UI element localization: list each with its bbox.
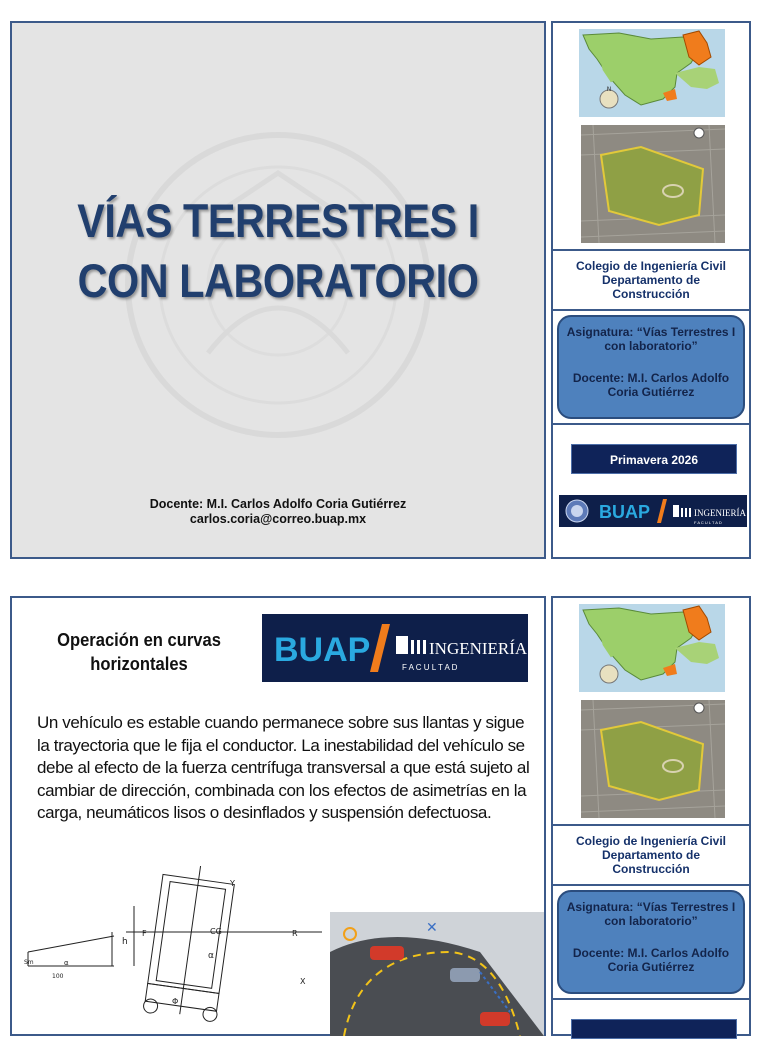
divider xyxy=(553,998,749,1000)
course-teacher-line-1: Docente: M.I. Carlos Adolfo xyxy=(572,371,730,385)
course-name-line-1: Asignatura: “Vías Terrestres I xyxy=(566,325,736,339)
course-teacher-line-2: Coria Gutiérrez xyxy=(607,385,695,399)
ingenieria-wordmark: INGENIERÍA xyxy=(694,508,746,518)
slide-2-body-text: Un vehículo es estable cuando permanece sobre sus llantas y sigue la trayectoria que le fija el conductor. La inestabilidad del vehículo se debe al efecto de la fuerza centrífuga transversal a que está sujeto al cambiar de dirección, combinada con los efectos de asimetrías en la carga, neumáticos lisos o desinflados y suspensión defectuosa. xyxy=(37,713,530,822)
diagram-label-y: Y xyxy=(230,879,235,888)
course-teacher-line-2: Coria Gutiérrez xyxy=(607,960,695,974)
slide-2-side-panel xyxy=(551,596,751,1036)
teacher-info xyxy=(12,497,544,527)
svg-text:N: N xyxy=(606,86,612,93)
campus-aerial-image xyxy=(581,125,725,243)
diagram-label-sm: Sm xyxy=(24,959,34,966)
campus-aerial-image xyxy=(581,700,725,818)
department-name: Construcción xyxy=(612,287,690,301)
course-name-line-2: con laboratorio” xyxy=(604,339,698,353)
slide-2-main-panel xyxy=(10,596,546,1036)
curve-road-illustration xyxy=(330,912,544,1036)
course-title-line-1: VÍAS TERRESTRES I xyxy=(77,194,479,247)
facultad-wordmark-large: F A C U L T A D xyxy=(402,663,458,672)
diagram-label-alpha: α xyxy=(208,951,214,961)
buap-wordmark-large: BUAP xyxy=(274,631,371,669)
diagram-label-r: R xyxy=(292,929,298,938)
teacher-email: carlos.coria@correo.buap.mx xyxy=(189,512,367,526)
course-info-box xyxy=(557,890,745,994)
course-title xyxy=(44,191,512,311)
teacher-name: Docente: M.I. Carlos Adolfo Coria Gutiérrez xyxy=(149,497,407,511)
divider xyxy=(553,824,749,826)
course-teacher-line-1: Docente: M.I. Carlos Adolfo xyxy=(572,946,730,960)
slide-1 xyxy=(10,21,751,559)
vehicle-stability-diagram xyxy=(22,866,332,1036)
college-name: Colegio de Ingeniería Civil xyxy=(575,834,727,848)
department-label: Departamento de xyxy=(601,273,701,287)
mexico-map-image xyxy=(579,29,725,117)
diagram-label-f: F xyxy=(142,929,147,938)
course-title-line-2: CON LABORATORIO xyxy=(77,254,479,307)
divider xyxy=(553,423,749,425)
divider xyxy=(553,249,749,251)
ingenieria-wordmark-large: INGENIERÍA xyxy=(429,639,528,658)
slide-1-side-panel xyxy=(551,21,751,559)
semester-label: Primavera 2026 xyxy=(571,444,737,474)
divider xyxy=(553,884,749,886)
slide-1-main-panel xyxy=(10,21,546,559)
slide-2-heading xyxy=(42,628,235,676)
semester-label-cropped xyxy=(571,1019,737,1039)
department-label: Departamento de xyxy=(601,848,701,862)
mexico-map-image xyxy=(579,604,725,692)
svg-text:✕: ✕ xyxy=(426,920,438,936)
department-name: Construcción xyxy=(612,862,690,876)
slide-2-heading-line-1: Operación en curvas xyxy=(57,630,221,650)
diagram-label-cg: CG xyxy=(210,927,222,936)
facultad-wordmark: F A C U L T A D xyxy=(694,520,722,525)
buap-wordmark: BUAP xyxy=(599,502,651,522)
divider xyxy=(553,309,749,311)
diagram-label-h: h xyxy=(122,937,128,947)
course-name-line-1: Asignatura: “Vías Terrestres I xyxy=(566,900,736,914)
course-name-line-2: con laboratorio” xyxy=(604,914,698,928)
diagram-label-x: X xyxy=(300,977,306,986)
slide-2 xyxy=(10,596,751,1036)
course-info-box xyxy=(557,315,745,419)
slide-2-heading-line-2: horizontales xyxy=(90,654,188,674)
buap-logo-small xyxy=(559,495,747,527)
college-info xyxy=(555,259,747,301)
buap-logo-large xyxy=(262,614,528,682)
diagram-label-100: 100 xyxy=(52,973,64,980)
college-info xyxy=(555,834,747,876)
college-name: Colegio de Ingeniería Civil xyxy=(575,259,727,273)
diagram-label-phi: Φ xyxy=(172,997,179,1006)
diagram-label-slope-alpha: α xyxy=(64,959,69,967)
